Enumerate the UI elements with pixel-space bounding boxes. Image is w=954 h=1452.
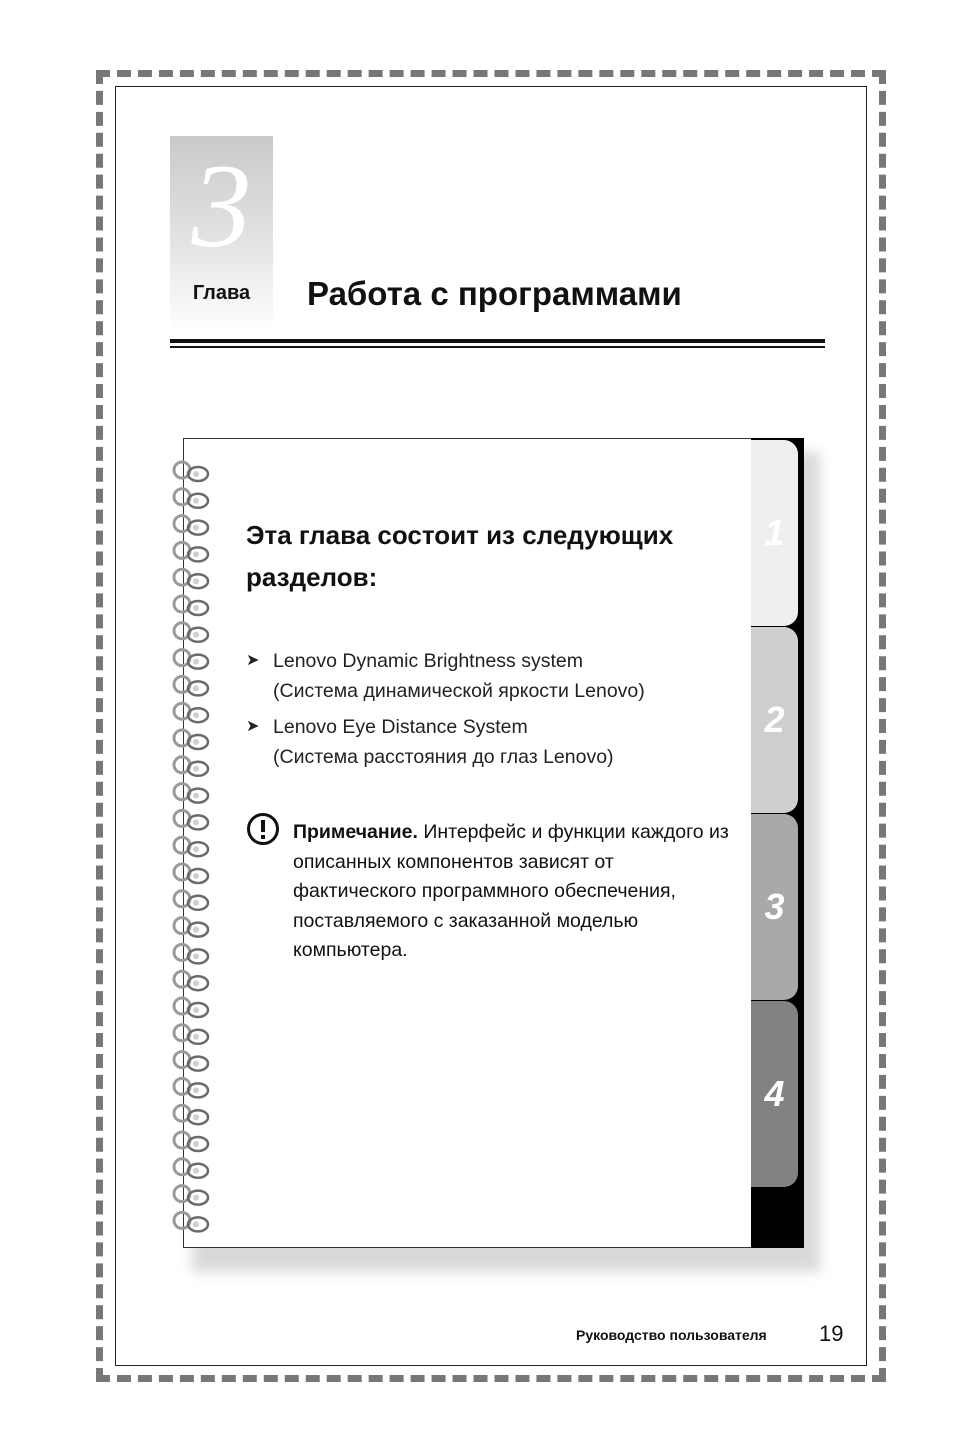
title-rule-thin [170, 346, 825, 348]
footer-label: Руководство пользователя [576, 1327, 767, 1343]
arrowhead-bullet-icon: ➤ [246, 652, 260, 669]
spiral-ring [174, 757, 208, 776]
section-tab-3[interactable] [751, 814, 798, 1000]
spiral-ring [174, 1052, 208, 1071]
spiral-ring [174, 1186, 208, 1205]
spiral-ring [174, 650, 208, 669]
spiral-ring [174, 462, 208, 481]
chapter-title: Работа с программами [307, 275, 682, 312]
spiral-ring [174, 489, 208, 508]
spiral-ring [174, 516, 208, 535]
spiral-ring [174, 971, 208, 990]
spiral-ring [174, 623, 208, 642]
list-item-subtitle: (Система расстояния до глаз Lenovo) [273, 746, 614, 768]
arrowhead-bullet-icon: ➤ [246, 718, 260, 735]
page-number: 19 [819, 1321, 844, 1346]
section-tab-1[interactable] [751, 440, 798, 626]
spiral-ring [174, 1212, 208, 1231]
section-tab-4-label: 4 [764, 1073, 785, 1114]
list-item [246, 646, 726, 706]
spiral-ring [174, 1132, 208, 1151]
spiral-ring [174, 1159, 208, 1178]
spiral-ring [174, 1105, 208, 1124]
chapter-number-block [170, 136, 273, 332]
section-tab-1-label: 1 [764, 512, 785, 553]
section-tab-3-label: 3 [764, 886, 785, 927]
chapter-number: 3 [191, 139, 252, 272]
spiral-ring [174, 864, 208, 883]
spiral-ring [174, 1078, 208, 1097]
list-item-subtitle: (Система динамической яркости Lenovo) [273, 680, 645, 702]
section-tab-2[interactable] [751, 627, 798, 813]
spiral-ring [174, 1025, 208, 1044]
spiral-ring [174, 944, 208, 963]
section-tab-2-label: 2 [764, 699, 785, 740]
list-item-title: Lenovo Dynamic Brightness system [273, 650, 583, 672]
note-label: Примечание. [293, 821, 418, 843]
spiral-ring [174, 596, 208, 615]
spiral-ring [174, 542, 208, 561]
spiral-ring [174, 918, 208, 937]
list-item-title: Lenovo Eye Distance System [273, 716, 528, 738]
exclamation-circle-icon [246, 812, 280, 846]
spiral-ring [174, 676, 208, 695]
spiral-ring [174, 891, 208, 910]
chapter-word: Глава [192, 282, 251, 304]
spiral-ring [174, 703, 208, 722]
spiral-ring [174, 837, 208, 856]
spiral-binding [172, 460, 212, 1240]
list-item [246, 712, 726, 772]
spiral-ring [174, 784, 208, 803]
section-tab-4[interactable] [751, 1001, 798, 1187]
note-body: Интерфейс и функции каждого из описанных компонентов зависят от фактического программного обеспечения, поставляемого с заказанной моделью компьютера. [293, 821, 729, 961]
note-text [293, 818, 733, 966]
title-rule-thick [170, 339, 825, 343]
spiral-ring [174, 810, 208, 829]
spiral-ring [174, 569, 208, 588]
spiral-ring [174, 998, 208, 1017]
sections-heading: Эта глава состоит из следующих разделов: [246, 520, 674, 592]
spiral-ring [174, 730, 208, 749]
